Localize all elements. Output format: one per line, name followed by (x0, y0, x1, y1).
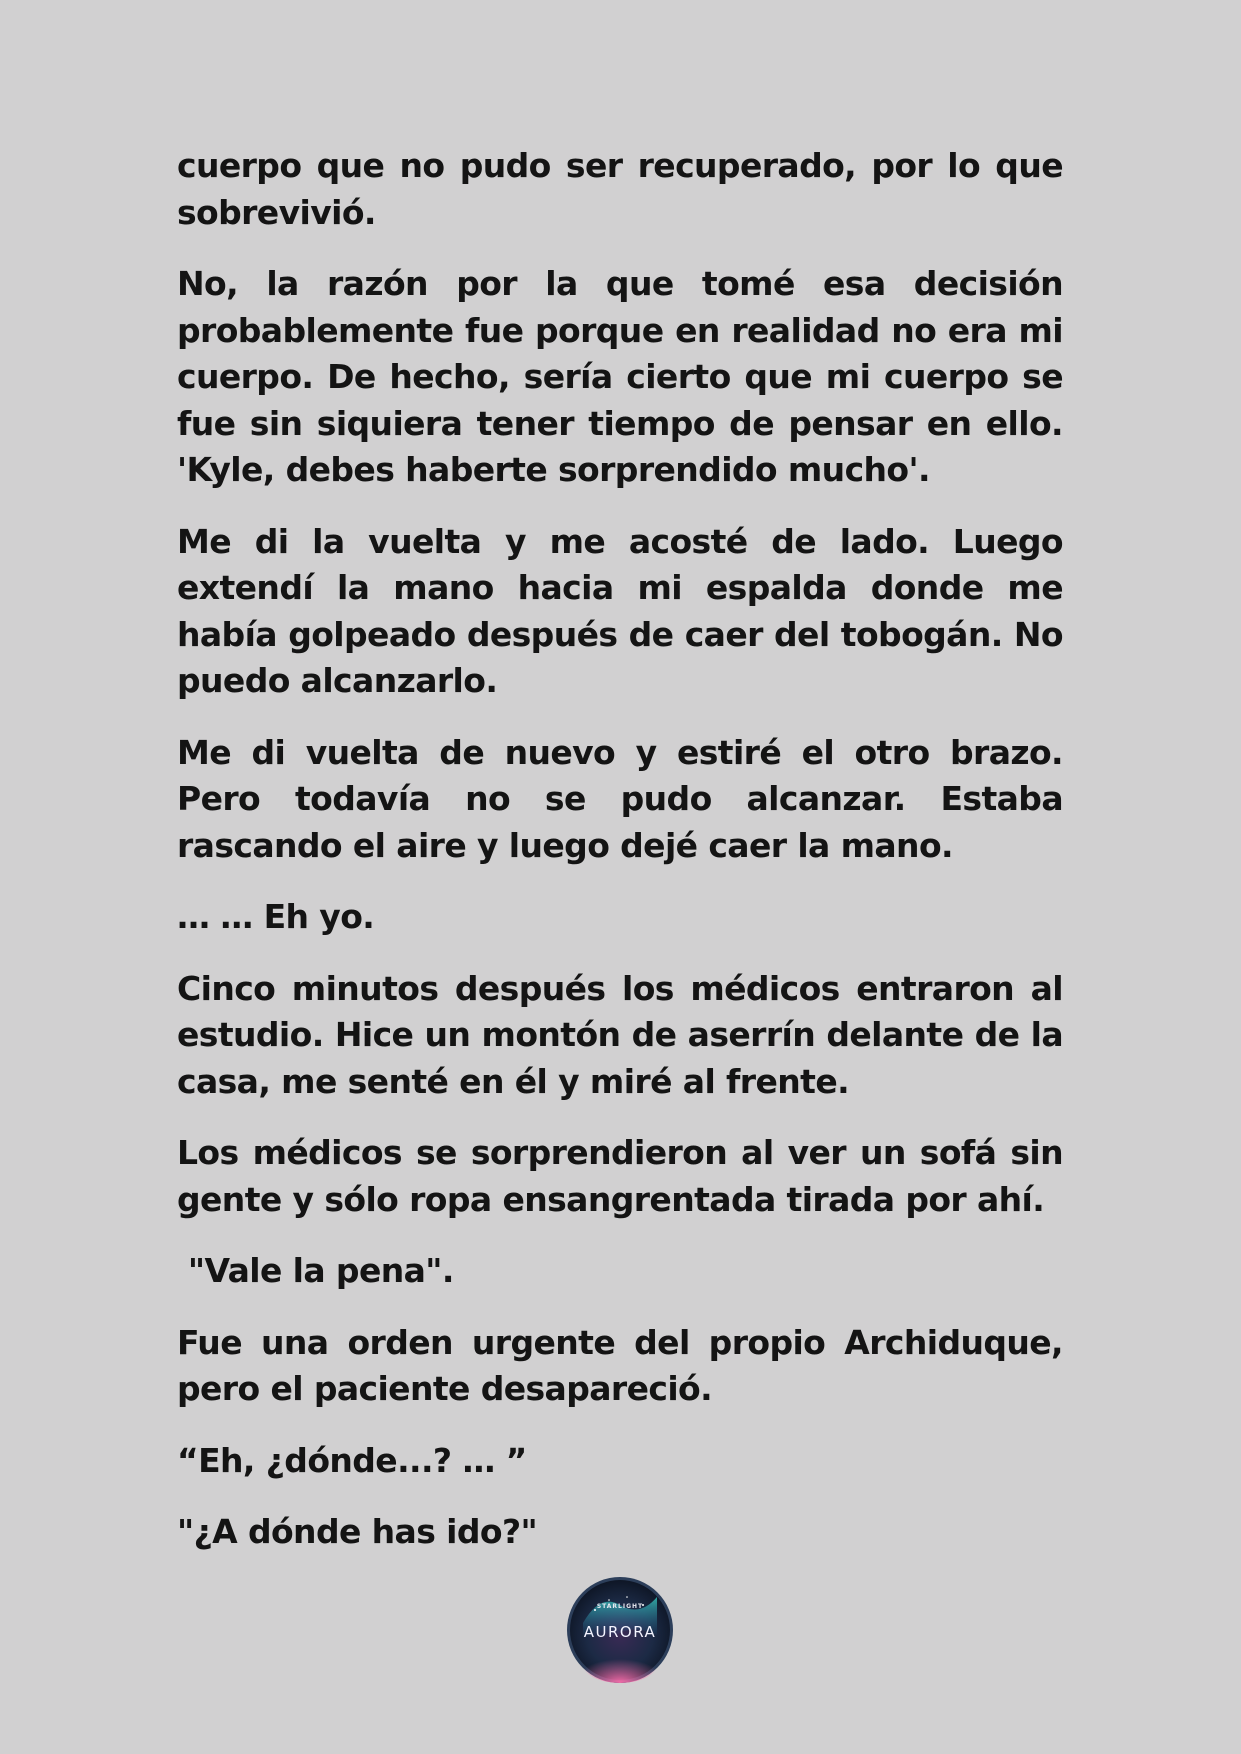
paragraph-4: Me di vuelta de nuevo y estiré el otro brazo. Pero todavía no se pudo alcanzar. Estaba rascando el aire y luego dejé caer la mano. (177, 732, 1063, 865)
paragraph-1: cuerpo que no pudo ser recuperado, por lo que sobrevivió. (177, 146, 1063, 232)
paragraph-5: … … Eh yo. (177, 897, 375, 936)
logo-main-text: AURORA (583, 1623, 657, 1641)
paragraph-9: Fue una orden urgente del propio Archiduque, pero el paciente desapareció. (177, 1322, 1063, 1408)
paragraph-11: "¿A dónde has ido?" (177, 1512, 538, 1551)
document-body (177, 143, 1063, 1581)
paragraph-6: Cinco minutos después los médicos entraron al estudio. Hice un montón de aserrín delante de la casa, me senté en él y miré al frente. (177, 968, 1063, 1101)
paragraph-3: Me di la vuelta y me acosté de lado. Luego extendí la mano hacia mi espalda donde me había golpeado después de caer del tobogán. No puedo alcanzarlo. (177, 521, 1063, 700)
paragraph-2: No, la razón por la que tomé esa decisión probablemente fue porque en realidad no era mi cuerpo. De hecho, sería cierto que mi cuerpo se fue sin siquiera tener tiempo de pensar en ello. 'Kyle, debes haberte sorprendido mucho'. (177, 264, 1063, 489)
aurora-logo (565, 1575, 675, 1685)
paragraph-10: “Eh, ¿dónde...? … ” (177, 1440, 527, 1480)
logo-small-text: STARLIGHT (596, 1603, 644, 1610)
paragraph-7: Los médicos se sorprendieron al ver un sofá sin gente y sólo ropa ensangrentada tirada por ahí. (177, 1133, 1063, 1219)
paragraph-8: "Vale la pena". (177, 1251, 454, 1290)
